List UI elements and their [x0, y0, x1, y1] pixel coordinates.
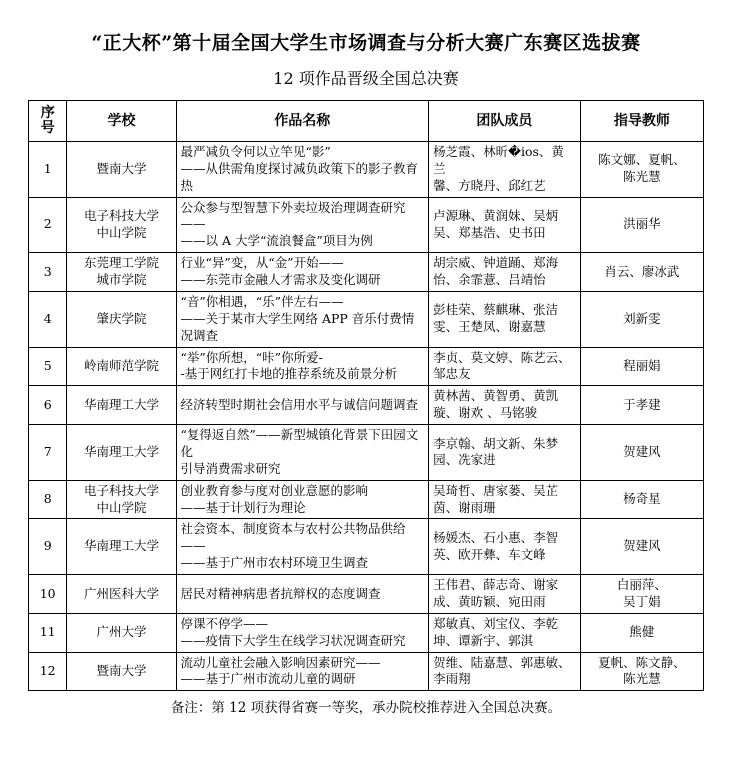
cell-tutor: [580, 575, 703, 614]
table-body: [29, 141, 704, 690]
cell-school: [67, 386, 176, 425]
table-row: [29, 480, 704, 519]
cell-work: [176, 386, 429, 425]
results-table: [28, 100, 704, 691]
cell-school: [67, 347, 176, 386]
table-row: [29, 291, 704, 347]
cell-work: [176, 141, 429, 197]
cell-work-line: ——以 A 大学“流浪餐盒”项目为例: [180, 233, 373, 249]
cell-no: 5: [29, 347, 67, 386]
cell-school-line: 华南理工大学: [83, 396, 159, 412]
cell-no: 8: [29, 480, 67, 519]
table-header: [29, 100, 704, 141]
cell-tutor-line: 于孝建: [623, 396, 661, 412]
cell-school-line: 城市学院: [96, 272, 147, 288]
table-row: [29, 197, 704, 253]
cell-school: [67, 652, 176, 691]
cell-team-line: 胡宗威、钟道踊、郑海: [433, 255, 559, 271]
cell-team-line: 贺维、陆嘉慧、郭惠敏、: [433, 654, 571, 670]
cell-no: 9: [29, 519, 67, 575]
column-header-no: [29, 100, 67, 141]
column-header-no-line1: 序: [40, 105, 55, 122]
cell-school-line: 华南理工大学: [83, 443, 159, 459]
cell-school: [67, 141, 176, 197]
cell-work-line: 居民对精神病患者抗辩权的态度调查: [180, 585, 381, 601]
table-row: [29, 425, 704, 481]
column-header-team: 团队成员: [429, 100, 581, 141]
cell-no: 2: [29, 197, 67, 253]
cell-school-line: 暨南大学: [96, 663, 147, 679]
page-title: “正大杯”第十届全国大学生市场调查与分析大赛广东赛区选拔赛: [91, 32, 641, 54]
cell-tutor: [580, 197, 703, 253]
cell-work-line: 行业“异”变，从“金”开始——: [180, 255, 344, 271]
cell-work: [176, 613, 429, 652]
cell-team-line: 茵、谢雨珊: [433, 499, 496, 515]
cell-work: [176, 253, 429, 292]
table-row: [29, 347, 704, 386]
document-page: [0, 32, 732, 762]
cell-team-line: 英、欧开彝、车文峰: [433, 546, 546, 562]
cell-tutor: [580, 519, 703, 575]
cell-team: [429, 386, 581, 425]
cell-tutor: [580, 480, 703, 519]
cell-work-line: 社会资本、制度资本与农村公共物品供给——: [180, 521, 406, 554]
cell-team: [429, 197, 581, 253]
cell-work-line: “音”你相遇，“乐”伴左右——: [180, 293, 344, 309]
cell-work-line: ——东莞市金融人才需求及变化调研: [180, 272, 381, 288]
cell-school-line: 肇庆学院: [96, 310, 147, 326]
table-row: [29, 519, 704, 575]
cell-tutor: [580, 253, 703, 292]
cell-team-line: 李京翰、胡文新、朱梦: [433, 435, 559, 451]
cell-tutor-line: 贺建风: [623, 443, 661, 459]
table-header-row: [29, 100, 704, 141]
cell-work-line: “复得返自然”——新型城镇化背景下田园文化: [180, 427, 419, 459]
cell-team: [429, 141, 581, 197]
cell-work-line: 公众参与型智慧下外卖垃圾治理调查研究——: [180, 199, 406, 232]
cell-school-line: 中山学院: [96, 224, 147, 240]
cell-work-line: ——基于广州市农村环境卫生调查: [180, 555, 369, 571]
cell-school: [67, 253, 176, 292]
cell-tutor: [580, 291, 703, 347]
cell-team-line: 璇、谢欢 、马铭骏: [433, 405, 538, 421]
cell-tutor: [580, 141, 703, 197]
cell-no: 6: [29, 386, 67, 425]
cell-work-line: 停课不停学——: [180, 615, 269, 631]
cell-work-line: 流动儿童社会融入影响因素研究——: [180, 654, 381, 670]
column-header-no-line2: 号: [40, 119, 55, 136]
cell-no: 4: [29, 291, 67, 347]
cell-team: [429, 480, 581, 519]
cell-team: [429, 291, 581, 347]
cell-school-line: 暨南大学: [96, 160, 147, 176]
cell-school-line: 广州医科大学: [83, 585, 159, 601]
cell-tutor-line: 熊健: [629, 624, 655, 640]
cell-work-line: 创业教育参与度对创业意愿的影响: [180, 482, 369, 498]
cell-school-line: 岭南师范学院: [83, 358, 159, 374]
cell-work: [176, 480, 429, 519]
cell-school: [67, 613, 176, 652]
cell-school-line: 东莞理工学院: [83, 255, 159, 271]
cell-team-line: 王伟君、薛志奇、谢家: [433, 577, 559, 593]
cell-team: [429, 253, 581, 292]
cell-team-line: 杨媛杰、石小惠、李智: [433, 529, 559, 545]
column-header-school: 学校: [67, 100, 176, 141]
cell-tutor: [580, 425, 703, 481]
table-row: [29, 253, 704, 292]
cell-tutor: [580, 652, 703, 691]
cell-tutor-line: 陈文娜、夏帆、: [598, 152, 686, 168]
cell-tutor-line: 洪丽华: [623, 216, 661, 232]
cell-work: [176, 519, 429, 575]
cell-team-line: 郑敏真、刘宝仪、李乾: [433, 615, 559, 631]
table-row: [29, 613, 704, 652]
cell-school-line: 广州大学: [96, 624, 147, 640]
cell-no: 3: [29, 253, 67, 292]
cell-work-line: “举”你所想，“咔”你所爱-: [180, 349, 323, 365]
cell-team-line: 吴、郑基浩、史书田: [433, 224, 546, 240]
table-row: [29, 575, 704, 614]
cell-team-line: 园、冼家进: [433, 452, 496, 468]
cell-work: [176, 425, 429, 481]
cell-tutor-line: 刘新雯: [623, 310, 661, 326]
column-header-tutor: 指导教师: [580, 100, 703, 141]
cell-team-line: 邹忠友: [433, 366, 471, 382]
cell-team: [429, 613, 581, 652]
cell-work: [176, 347, 429, 386]
cell-work-line: ——关于某市大学生网络 APP 音乐付费情况调查: [180, 310, 415, 343]
cell-tutor: [580, 613, 703, 652]
cell-work-line: 经济转型时期社会信用水平与诚信问题调查: [180, 396, 419, 412]
cell-tutor: [580, 347, 703, 386]
cell-work-line: -基于网红打卡地的推荐系统及前景分析: [180, 366, 398, 382]
cell-school: [67, 425, 176, 481]
cell-work-line: 最严减负令何以立竿见“影”: [180, 143, 331, 159]
cell-school-line: 电子科技大学: [83, 208, 159, 224]
table-row: [29, 652, 704, 691]
cell-work: [176, 291, 429, 347]
cell-tutor-line: 陈光慧: [623, 169, 661, 185]
cell-school: [67, 519, 176, 575]
cell-work-line: ——基于计划行为理论: [180, 499, 306, 515]
cell-work: [176, 575, 429, 614]
cell-team-line: 彭桂荣、蔡麒琳、张洁: [433, 302, 559, 318]
cell-school: [67, 480, 176, 519]
cell-team-line: 李贞、莫文婷、陈艺云、: [433, 349, 571, 365]
cell-team: [429, 347, 581, 386]
cell-team-line: 雯、王楚凤、谢嘉慧: [433, 319, 546, 335]
cell-team-line: 卢源琳、黄润妹、吴炳: [433, 208, 559, 224]
cell-tutor-line: 贺建风: [623, 538, 661, 554]
cell-team-line: 馨、方晓丹、邱红艺: [433, 177, 546, 193]
cell-tutor-line: 夏帆、陈文静、: [598, 654, 686, 670]
table-note: 备注：第 12 项获得省赛一等奖，承办院校推荐进入全国总决赛。: [170, 700, 562, 717]
cell-school-line: 华南理工大学: [83, 538, 159, 554]
cell-team-line: 怡、余霏薏、吕靖怡: [433, 272, 546, 288]
cell-tutor-line: 陈光慧: [623, 671, 661, 687]
cell-school-line: 中山学院: [96, 499, 147, 515]
page-subtitle: 12 项作品晋级全国总决赛: [273, 68, 459, 88]
table-row: [29, 386, 704, 425]
cell-school: [67, 197, 176, 253]
cell-team-line: 杨芝霞、林昕�ios、黄兰: [433, 143, 564, 176]
cell-work: [176, 652, 429, 691]
cell-work: [176, 197, 429, 253]
cell-tutor-line: 杨奇星: [623, 491, 661, 507]
cell-no: 10: [29, 575, 67, 614]
cell-school: [67, 291, 176, 347]
cell-tutor-line: 程丽娟: [623, 358, 661, 374]
cell-school: [67, 575, 176, 614]
cell-school-line: 电子科技大学: [83, 482, 159, 498]
cell-team: [429, 425, 581, 481]
cell-work-line: ——基于广州市流动儿童的调研: [180, 671, 356, 687]
cell-no: 1: [29, 141, 67, 197]
table-row: [29, 141, 704, 197]
cell-team-line: 坤、谭新宇、郭淇: [433, 632, 534, 648]
cell-team-line: 黄林茜、黄智勇、黄凯: [433, 388, 559, 404]
cell-team: [429, 575, 581, 614]
cell-team: [429, 652, 581, 691]
cell-tutor-line: 白丽萍、: [616, 577, 667, 593]
cell-tutor-line: 肖云、廖冰武: [604, 263, 680, 279]
cell-team-line: 成、黄昉颖、宛田雨: [433, 593, 546, 609]
cell-work-line: 引导消费需求研究: [180, 460, 281, 476]
cell-team-line: 吴琦哲、唐家蒌、吴芷: [433, 482, 559, 498]
cell-team: [429, 519, 581, 575]
cell-tutor-line: 吴丁娟: [623, 593, 661, 609]
column-header-work: 作品名称: [176, 100, 429, 141]
cell-work-line: ——从供需角度探讨减负政策下的影子教育热: [180, 160, 419, 193]
cell-work-line: ——疫情下大学生在线学习状况调查研究: [180, 632, 406, 648]
cell-tutor: [580, 386, 703, 425]
cell-team-line: 李雨翔: [433, 671, 471, 687]
cell-no: 12: [29, 652, 67, 691]
cell-no: 11: [29, 613, 67, 652]
cell-no: 7: [29, 425, 67, 481]
